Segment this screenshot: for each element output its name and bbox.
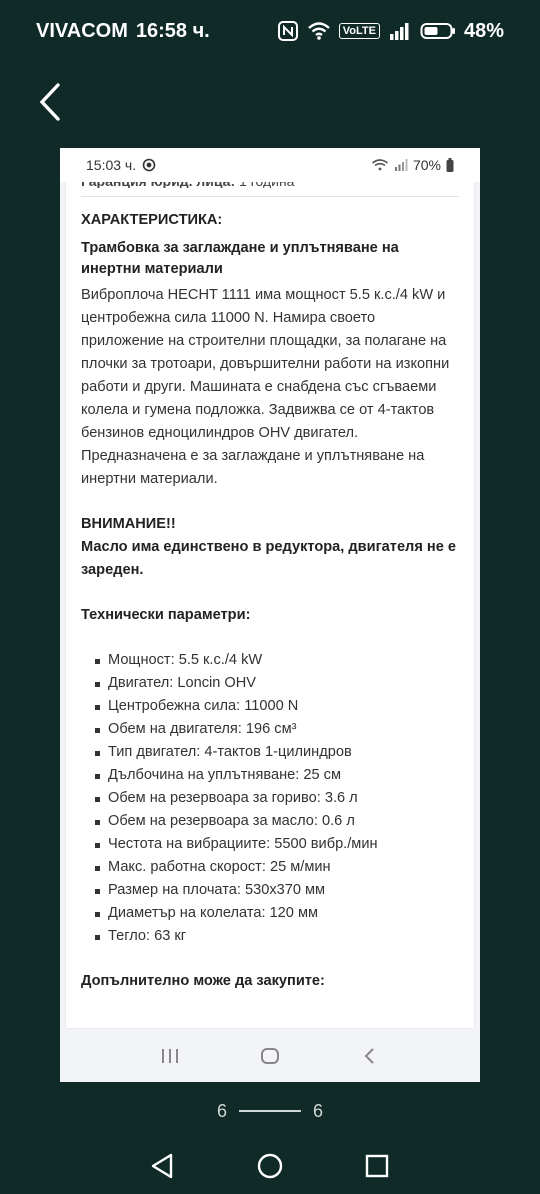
clock: 16:58 ч. <box>135 19 210 42</box>
spec-item: Обем на резервоара за гориво: 3.6 л <box>81 787 459 810</box>
product-description: Виброплоча HECHT 1111 има мощност 5.5 к.с./4 kW и центробежна сила 11000 N. Намира своето приложение на строителни площадки, за полагане на плочки за тротоари, довършителни работи на изкопни работи и други. Машината е снабдена със сгъваеми колела и гумена подложка. Задвижва се от 4-тактов бензинов едноцилиндров OHV двигател. Предназначена е за заглаждане и уплътняване на инертни материали. <box>81 287 450 487</box>
image-pager <box>0 1098 540 1124</box>
volte-badge: VoLTE <box>339 23 380 39</box>
nav-back-icon[interactable] <box>149 1152 177 1180</box>
pager-current: 6 <box>216 1100 227 1121</box>
inner-wifi-icon <box>371 158 389 172</box>
spec-item: Центробежна сила: 11000 N <box>81 695 459 718</box>
tech-params-title: Технически параметри: <box>81 607 251 623</box>
section-title: ХАРАКТЕРИСТИКА: <box>81 212 223 228</box>
inner-battery-percent: 70% <box>412 157 441 173</box>
battery-icon <box>420 21 456 41</box>
inner-signal-icon <box>394 158 408 172</box>
spec-item: Честота на вибрациите: 5500 вибр./мин <box>81 833 459 856</box>
specs-list <box>81 649 459 948</box>
product-details <box>81 170 459 993</box>
signal-icon <box>388 21 412 41</box>
extra-purchase-title: Допълнително може да закупите: <box>81 973 325 989</box>
inner-clock: 15:03 ч. <box>86 157 137 173</box>
spec-item: Тегло: 63 кг <box>81 925 459 948</box>
warning-title: ВНИМАНИЕ!! <box>81 516 176 532</box>
pager-total: 6 <box>313 1100 324 1121</box>
divider <box>81 196 459 197</box>
back-icon[interactable] <box>360 1047 380 1065</box>
product-heading: Трамбовка за заглаждане и уплътняване на инертни материали <box>81 240 399 277</box>
spec-item: Макс. работна скорост: 25 м/мин <box>81 856 459 879</box>
spec-item: Двигател: Loncin OHV <box>81 672 459 695</box>
nav-recents-icon[interactable] <box>363 1152 391 1180</box>
system-navigation-bar <box>0 1138 540 1194</box>
spec-item: Обем на резервоара за масло: 0.6 л <box>81 810 459 833</box>
warning-block <box>81 513 459 582</box>
inner-status-left <box>86 157 156 173</box>
spec-item: Тип двигател: 4-тактов 1-цилиндров <box>81 741 459 764</box>
battery-percent: 48% <box>463 19 504 42</box>
warning-text: Масло има единствено в редуктора, двигателя не е зареден. <box>81 539 457 578</box>
spec-item: Размер на плочата: 530x370 мм <box>81 879 459 902</box>
inner-status-bar <box>60 148 480 182</box>
status-left <box>36 20 210 43</box>
recent-apps-icon[interactable] <box>160 1047 180 1065</box>
spec-item: Диаметър на колелата: 120 мм <box>81 902 459 925</box>
home-icon[interactable] <box>260 1047 280 1065</box>
screenshot-preview[interactable] <box>60 148 480 1082</box>
status-bar <box>0 0 540 62</box>
pager-divider <box>239 1110 301 1112</box>
spec-item: Мощност: 5.5 к.с./4 kW <box>81 649 459 672</box>
inner-status-right <box>371 157 454 173</box>
nav-home-icon[interactable] <box>256 1152 284 1180</box>
content-card <box>66 148 474 1028</box>
app-notification-icon <box>142 158 156 172</box>
status-right <box>277 20 504 43</box>
spec-item: Дълбочина на уплътняване: 25 см <box>81 764 459 787</box>
inner-battery-icon <box>446 158 454 172</box>
nfc-icon <box>277 20 299 42</box>
wifi-icon <box>307 21 331 41</box>
back-button[interactable] <box>30 78 70 126</box>
chevron-left-icon <box>38 82 62 122</box>
inner-navigation-bar <box>60 1030 480 1082</box>
spec-item: Обем на двигателя: 196 см³ <box>81 718 459 741</box>
carrier-name: VIVACOM <box>36 19 128 42</box>
